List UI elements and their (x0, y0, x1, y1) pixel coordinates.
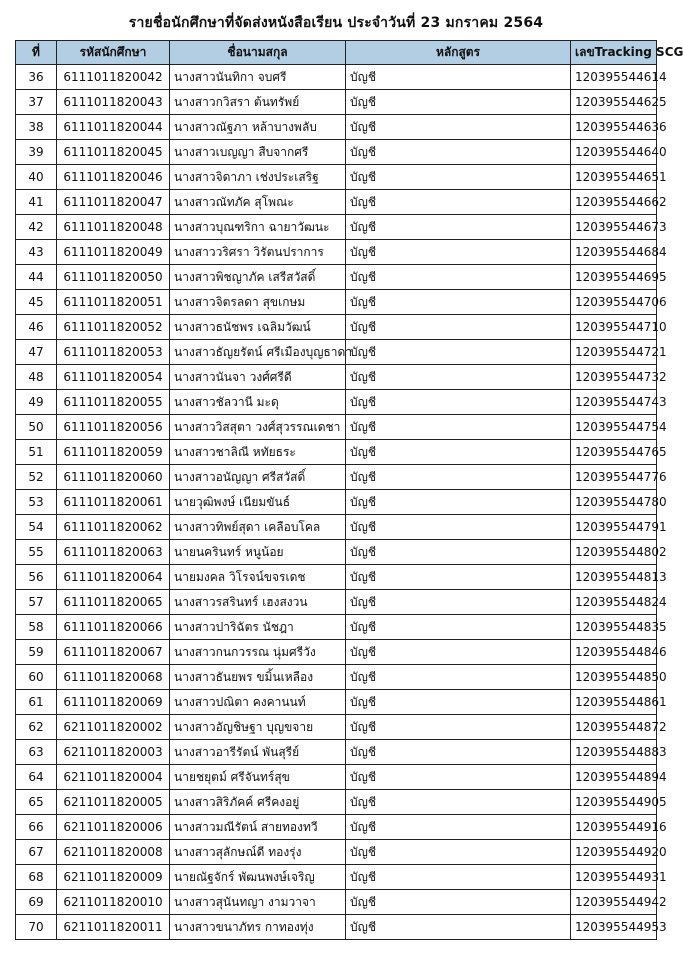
cell-no: 50 (16, 415, 57, 440)
cell-program: บัญชี (346, 440, 571, 465)
cell-name: นางสาวเบญญา สืบจากศรี (170, 140, 346, 165)
cell-program: บัญชี (346, 715, 571, 740)
cell-name: นางสาววิสสุตา วงศ์สุวรรณเดชา (170, 415, 346, 440)
cell-no: 40 (16, 165, 57, 190)
cell-program: บัญชี (346, 290, 571, 315)
cell-name: นางสาวอัญชิษฐา บุญขจาย (170, 715, 346, 740)
table-row (16, 615, 657, 640)
cell-no: 66 (16, 815, 57, 840)
table-row (16, 340, 657, 365)
table-row (16, 65, 657, 90)
cell-student-id: 6111011820062 (57, 515, 170, 540)
cell-program: บัญชี (346, 90, 571, 115)
cell-name: นางสาวสุนันทญา งามวาจา (170, 890, 346, 915)
table-row (16, 315, 657, 340)
cell-program: บัญชี (346, 765, 571, 790)
cell-no: 65 (16, 790, 57, 815)
table-row (16, 890, 657, 915)
cell-student-id: 6111011820053 (57, 340, 170, 365)
cell-no: 38 (16, 115, 57, 140)
cell-name: นางสาวณัทภัค สุโพณะ (170, 190, 346, 215)
table-row (16, 440, 657, 465)
cell-tracking: 120395544743 (571, 390, 657, 415)
cell-student-id: 6111011820043 (57, 90, 170, 115)
cell-no: 69 (16, 890, 57, 915)
cell-tracking: 120395544754 (571, 415, 657, 440)
cell-student-id: 6111011820050 (57, 265, 170, 290)
cell-program: บัญชี (346, 665, 571, 690)
table-row (16, 115, 657, 140)
cell-no: 48 (16, 365, 57, 390)
cell-program: บัญชี (346, 340, 571, 365)
cell-name: นางสาวชาลิณี หทัยธระ (170, 440, 346, 465)
cell-tracking: 120395544835 (571, 615, 657, 640)
table-row (16, 840, 657, 865)
cell-student-id: 6111011820047 (57, 190, 170, 215)
cell-program: บัญชี (346, 590, 571, 615)
table-row (16, 390, 657, 415)
table-row (16, 915, 657, 940)
cell-no: 67 (16, 840, 57, 865)
header-student-id: รหัสนักศึกษา (57, 41, 170, 65)
cell-name: นางสาวธนัชพร เฉลิมวัฒน์ (170, 315, 346, 340)
cell-tracking: 120395544916 (571, 815, 657, 840)
cell-program: บัญชี (346, 690, 571, 715)
cell-tracking: 120395544640 (571, 140, 657, 165)
cell-no: 39 (16, 140, 57, 165)
cell-tracking: 120395544846 (571, 640, 657, 665)
table-row (16, 165, 657, 190)
cell-student-id: 6211011820004 (57, 765, 170, 790)
cell-program: บัญชี (346, 315, 571, 340)
table-row (16, 415, 657, 440)
cell-program: บัญชี (346, 615, 571, 640)
cell-tracking: 120395544931 (571, 865, 657, 890)
header-row (16, 41, 657, 65)
cell-name: นางสาวทิพย์สุดา เคลือบโคล (170, 515, 346, 540)
table-row (16, 565, 657, 590)
cell-name: นางสาวอารีรัตน์ พันสุรีย์ (170, 740, 346, 765)
table-row (16, 690, 657, 715)
table-row (16, 90, 657, 115)
cell-program: บัญชี (346, 790, 571, 815)
cell-tracking: 120395544872 (571, 715, 657, 740)
table-row (16, 465, 657, 490)
cell-program: บัญชี (346, 390, 571, 415)
cell-name: นางสาวขนาภัทร กาทองทุ่ง (170, 915, 346, 940)
cell-student-id: 6111011820056 (57, 415, 170, 440)
cell-program: บัญชี (346, 565, 571, 590)
cell-student-id: 6111011820045 (57, 140, 170, 165)
cell-student-id: 6211011820002 (57, 715, 170, 740)
table-row (16, 715, 657, 740)
cell-student-id: 6111011820042 (57, 65, 170, 90)
cell-program: บัญชี (346, 65, 571, 90)
cell-student-id: 6111011820051 (57, 290, 170, 315)
table-row (16, 265, 657, 290)
cell-no: 64 (16, 765, 57, 790)
document-title: รายชื่อนักศึกษาที่จัดส่งหนังสือเรียน ประจำวันที่ 23 มกราคม 2564 (128, 15, 544, 31)
cell-no: 52 (16, 465, 57, 490)
cell-program: บัญชี (346, 815, 571, 840)
table-row (16, 515, 657, 540)
cell-tracking: 120395544894 (571, 765, 657, 790)
table-row (16, 665, 657, 690)
cell-no: 43 (16, 240, 57, 265)
cell-student-id: 6111011820055 (57, 390, 170, 415)
table-row (16, 540, 657, 565)
cell-student-id: 6211011820009 (57, 865, 170, 890)
cell-student-id: 6111011820069 (57, 690, 170, 715)
cell-program: บัญชี (346, 190, 571, 215)
student-shipment-table (15, 40, 683, 940)
table-row (16, 790, 657, 815)
cell-tracking: 120395544802 (571, 540, 657, 565)
header-no: ที่ (16, 41, 57, 65)
cell-student-id: 6111011820054 (57, 365, 170, 390)
cell-student-id: 6111011820049 (57, 240, 170, 265)
cell-student-id: 6111011820065 (57, 590, 170, 615)
cell-program: บัญชี (346, 540, 571, 565)
cell-name: นางสาวณัฐภา หล้าบางพลับ (170, 115, 346, 140)
cell-no: 61 (16, 690, 57, 715)
cell-tracking: 120395544850 (571, 665, 657, 690)
cell-name: นางสาวนันจา วงศ์ศรีดี (170, 365, 346, 390)
table-row (16, 765, 657, 790)
cell-tracking: 120395544920 (571, 840, 657, 865)
cell-no: 44 (16, 265, 57, 290)
cell-no: 42 (16, 215, 57, 240)
cell-tracking: 120395544721 (571, 340, 657, 365)
cell-program: บัญชี (346, 915, 571, 940)
cell-no: 57 (16, 590, 57, 615)
cell-no: 53 (16, 490, 57, 515)
cell-no: 54 (16, 515, 57, 540)
cell-name: นางสาวสุลักษณ์ดี ทองรุ่ง (170, 840, 346, 865)
cell-student-id: 6111011820061 (57, 490, 170, 515)
cell-program: บัญชี (346, 265, 571, 290)
cell-tracking: 120395544780 (571, 490, 657, 515)
cell-name: นางสาวปณิตา คงคานนท์ (170, 690, 346, 715)
cell-program: บัญชี (346, 740, 571, 765)
cell-tracking: 120395544614 (571, 65, 657, 90)
cell-program: บัญชี (346, 165, 571, 190)
cell-no: 49 (16, 390, 57, 415)
cell-tracking: 120395544706 (571, 290, 657, 315)
cell-name: นางสาวจิตรลดา สุขเกษม (170, 290, 346, 315)
cell-student-id: 6211011820008 (57, 840, 170, 865)
cell-name: นายนครินทร์ หนูน้อย (170, 540, 346, 565)
cell-no: 47 (16, 340, 57, 365)
cell-program: บัญชี (346, 640, 571, 665)
cell-name: นางสาวพิชญาภัค เสรีสวัสดิ์ (170, 265, 346, 290)
cell-program: บัญชี (346, 865, 571, 890)
cell-name: นายชยุตม์ ศรีจันทร์สุข (170, 765, 346, 790)
cell-no: 55 (16, 540, 57, 565)
cell-student-id: 6211011820005 (57, 790, 170, 815)
cell-student-id: 6111011820048 (57, 215, 170, 240)
cell-program: บัญชี (346, 215, 571, 240)
cell-program: บัญชี (346, 365, 571, 390)
cell-tracking: 120395544824 (571, 590, 657, 615)
cell-tracking: 120395544625 (571, 90, 657, 115)
cell-tracking: 120395544662 (571, 190, 657, 215)
header-tracking: เลขTracking SCG (571, 41, 657, 65)
cell-tracking: 120395544942 (571, 890, 657, 915)
cell-program: บัญชี (346, 465, 571, 490)
cell-name: นางสาวบุณฑริกา ฉายาวัฒนะ (170, 215, 346, 240)
table-row (16, 490, 657, 515)
table-row (16, 865, 657, 890)
cell-tracking: 120395544813 (571, 565, 657, 590)
cell-no: 58 (16, 615, 57, 640)
header-name: ชื่อนามสกุล (170, 41, 346, 65)
cell-name: นางสาวกวิสรา ต้นทรัพย์ (170, 90, 346, 115)
cell-tracking: 120395544651 (571, 165, 657, 190)
cell-no: 41 (16, 190, 57, 215)
cell-name: นางสาววริศรา วิรัตนปราการ (170, 240, 346, 265)
cell-tracking: 120395544905 (571, 790, 657, 815)
table-row (16, 740, 657, 765)
cell-program: บัญชี (346, 115, 571, 140)
header-program: หลักสูตร (346, 41, 571, 65)
cell-student-id: 6111011820064 (57, 565, 170, 590)
cell-tracking: 120395544636 (571, 115, 657, 140)
cell-name: นางสาวกนกวรรณ นุ่มศรีวัง (170, 640, 346, 665)
cell-no: 51 (16, 440, 57, 465)
cell-tracking: 120395544861 (571, 690, 657, 715)
cell-student-id: 6111011820068 (57, 665, 170, 690)
cell-no: 68 (16, 865, 57, 890)
cell-no: 59 (16, 640, 57, 665)
cell-name: นายมงคล วิโรจน์ขจรเดช (170, 565, 346, 590)
table-row (16, 140, 657, 165)
cell-name: นายณัฐจักร์ พัฒนพงษ์เจริญ (170, 865, 346, 890)
cell-program: บัญชี (346, 890, 571, 915)
cell-name: นางสาวรสรินทร์ เฮงสงวน (170, 590, 346, 615)
cell-program: บัญชี (346, 240, 571, 265)
cell-tracking: 120395544776 (571, 465, 657, 490)
cell-tracking: 120395544695 (571, 265, 657, 290)
table-row (16, 365, 657, 390)
cell-name: นางสาวธัญยรัตน์ ศรีเมืองบุญธาดา (170, 340, 346, 365)
cell-tracking: 120395544765 (571, 440, 657, 465)
table-body (16, 65, 667, 940)
table-row (16, 815, 657, 840)
cell-program: บัญชี (346, 140, 571, 165)
cell-program: บัญชี (346, 840, 571, 865)
table-row (16, 290, 657, 315)
cell-student-id: 6111011820052 (57, 315, 170, 340)
cell-no: 70 (16, 915, 57, 940)
cell-name: นางสาวชัลวานี มะดุ (170, 390, 346, 415)
cell-no: 36 (16, 65, 57, 90)
cell-student-id: 6111011820063 (57, 540, 170, 565)
table-row (16, 590, 657, 615)
cell-no: 56 (16, 565, 57, 590)
cell-student-id: 6111011820044 (57, 115, 170, 140)
cell-tracking: 120395544673 (571, 215, 657, 240)
cell-name: นางสาวนันทิกา จบศรี (170, 65, 346, 90)
cell-no: 45 (16, 290, 57, 315)
cell-tracking: 120395544732 (571, 365, 657, 390)
cell-student-id: 6211011820003 (57, 740, 170, 765)
table-header (16, 41, 683, 65)
cell-name: นางสาวอนัญญา ศรีสวัสดิ์ (170, 465, 346, 490)
cell-program: บัญชี (346, 515, 571, 540)
cell-name: นางสาวปาริฉัตร นัชฎา (170, 615, 346, 640)
table-row (16, 215, 657, 240)
cell-program: บัญชี (346, 490, 571, 515)
cell-student-id: 6211011820006 (57, 815, 170, 840)
cell-tracking: 120395544791 (571, 515, 657, 540)
cell-tracking: 120395544953 (571, 915, 657, 940)
cell-no: 46 (16, 315, 57, 340)
cell-no: 37 (16, 90, 57, 115)
table-row (16, 240, 657, 265)
cell-name: นางสาวสิริภัคค์ ศรีคงอยู่ (170, 790, 346, 815)
cell-tracking: 120395544710 (571, 315, 657, 340)
cell-student-id: 6111011820067 (57, 640, 170, 665)
cell-student-id: 6111011820046 (57, 165, 170, 190)
table-row (16, 190, 657, 215)
cell-tracking: 120395544684 (571, 240, 657, 265)
cell-name: นายวุฒิพงษ์ เนียมขันธ์ (170, 490, 346, 515)
cell-name: นางสาวมณีรัตน์ สายทองทวี (170, 815, 346, 840)
cell-no: 62 (16, 715, 57, 740)
cell-student-id: 6111011820059 (57, 440, 170, 465)
cell-tracking: 120395544883 (571, 740, 657, 765)
table-row (16, 640, 657, 665)
cell-student-id: 6211011820010 (57, 890, 170, 915)
cell-name: นางสาวธันยพร ขมิ้นเหลือง (170, 665, 346, 690)
cell-student-id: 6111011820066 (57, 615, 170, 640)
cell-no: 63 (16, 740, 57, 765)
cell-student-id: 6211011820011 (57, 915, 170, 940)
cell-program: บัญชี (346, 415, 571, 440)
cell-student-id: 6111011820060 (57, 465, 170, 490)
cell-name: นางสาวจิดาภา เช่งประเสริฐ (170, 165, 346, 190)
cell-no: 60 (16, 665, 57, 690)
